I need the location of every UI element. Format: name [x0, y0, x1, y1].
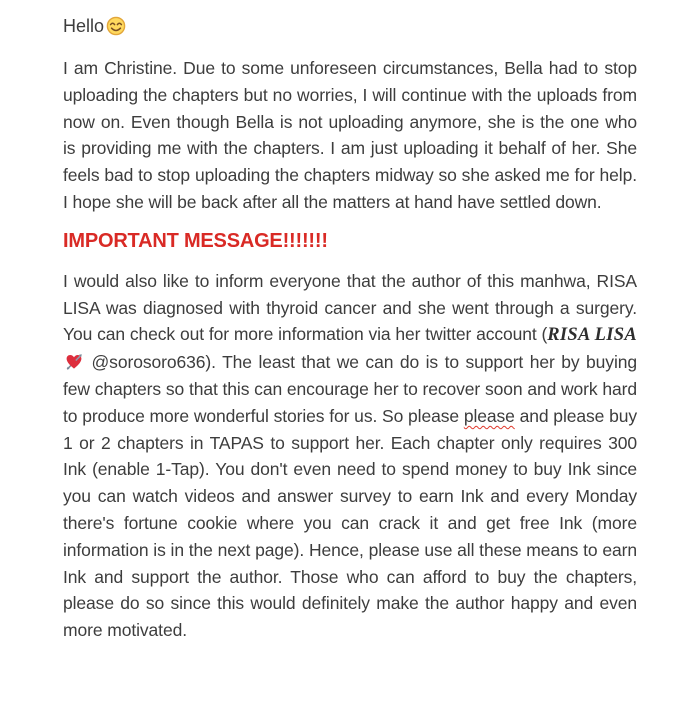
paragraph-text: I am Christine. Due to some unforeseen circumstances, Bella had to stop uploading the chapters but no worries, I will continue with the uploads from now on. Even though Bella is not uploading anymore, she is the one who is providing me with the chapters. I am just uploading it behalf of her. She feels bad to stop uploading the chapters midway so she asked me for help. I hope she will be back after all the matters at hand have settled down. — [63, 58, 637, 212]
author-message-paragraph — [63, 268, 637, 644]
heart-with-arrow-emoji — [64, 352, 84, 372]
greeting-line — [63, 13, 637, 39]
misspelled-word: please — [463, 405, 515, 426]
important-message-heading: IMPORTANT MESSAGE!!!!!!! — [63, 229, 328, 252]
greeting-text: Hello — [63, 16, 105, 36]
paragraph-text: I would also like to inform everyone that the author of this manhwa, RISA LISA was diagnosed with thyroid cancer and she went through a surgery. You can check out for more information via her twitter account ( — [63, 270, 637, 345]
intro-paragraph — [63, 55, 637, 216]
author-name: RISA LISA — [547, 325, 637, 346]
paragraph-text: @sorosoro636). The least that we can do is to support her by buying few chapters so that this can encourage her to recover soon and work hard to produce more wonderful stories for us. So please — [63, 352, 637, 426]
paragraph-text: and please buy 1 or 2 chapters in TAPAS to support her. Each chapter only requires 300 Ink (enable 1-Tap). You don't even need to spend money to buy Ink since you can watch videos and answer survey to earn Ink and every Monday there's fortune cookie where you can crack it and get free Ink (more information is in the next page). Hence, please use all these means to earn Ink and support the author. Those who can afford to buy the chapters, please do so since this would definitely make the author happy and even more motivated. — [63, 405, 637, 641]
smiling-face-with-smiling-eyes-emoji — [106, 16, 126, 36]
